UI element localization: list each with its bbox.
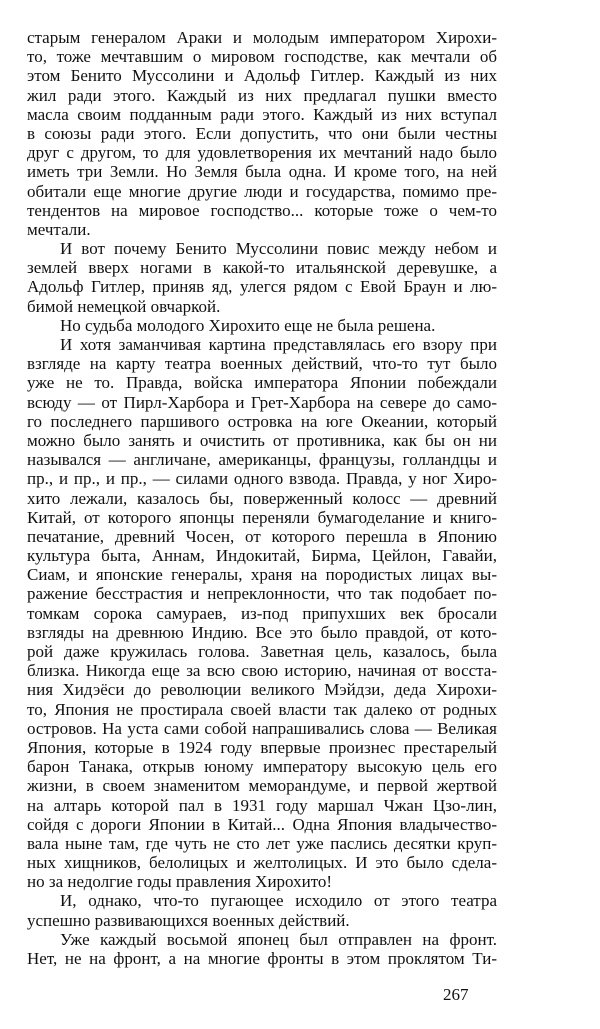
text-line: обитали еще многие другие люди и государства, помимо пре-: [27, 181, 497, 201]
text-line: то, Япония не простирала своей власти так далеко от родных: [27, 699, 497, 719]
text-line: хито лежали, казалось бы, поверженный колосс — древний: [27, 488, 497, 508]
text-line: мечтали.: [27, 219, 91, 239]
text-line: вала ныне там, где чуть не сто лет уже паслись десятки круп-: [27, 833, 497, 853]
text-line: можно было занять и очистить от противника, как бы он ни: [27, 430, 497, 450]
text-line: Китай, от которого японцы переняли бумагоделание и книго-: [27, 507, 497, 527]
text-line: И, однако, что-то пугающее исходило от этого театра: [60, 891, 497, 911]
text-line: в союзы ради этого. Если допустить, что они были честны: [27, 123, 497, 143]
text-line: Нет, не на фронт, а на многие фронты в этом проклятом Ти-: [27, 949, 497, 968]
text-line: то, тоже мечтавшим о мировом господстве, как мечтали об: [27, 47, 497, 67]
text-line: уже не то. Правда, войска императора Японии побеждали: [27, 373, 497, 393]
text-line: Сиам, и японские генералы, храня на породистых лицах вы-: [27, 565, 497, 585]
text-line: культура быта, Аннам, Индокитай, Бирма, Цейлон, Гавайи,: [27, 546, 497, 566]
text-line: но за недолгие годы правления Хирохито!: [27, 872, 333, 892]
text-line: печатание, древний Чосен, от которого перешла в Японию: [27, 526, 497, 546]
text-line: ражение бесстрастия и непреклонности, что так подобает по-: [27, 584, 497, 604]
text-line: бимой немецкой овчаркой.: [27, 296, 221, 316]
text-line: барон Танака, открыв юному императору высокую цель его: [27, 757, 497, 777]
text-line: ния Хидэёси до революции великого Мэйдзи, деда Хирохи-: [27, 680, 497, 700]
text-line: ных хищников, белолицых и желтолицых. И это было сдела-: [27, 853, 497, 873]
text-line: масла своим подданным ради этого. Каждый из них вступал: [27, 104, 497, 124]
page-number: 267: [443, 985, 469, 1004]
text-line: Япония, которые в 1924 году впервые произнес престарелый: [27, 737, 497, 757]
text-line: этом Бенито Муссолини и Адольф Гитлер. Каждый из них: [27, 66, 497, 86]
text-line: тендентов на мировое господство... которые тоже о чем-то: [27, 200, 497, 220]
text-line: томкам сорока самураев, из-под припухших век бросали: [27, 603, 497, 623]
text-line: рой даже кружилась голова. Заветная цель, казалось, была: [27, 642, 497, 661]
text-line: успешно развивающихся военных действий.: [27, 910, 350, 930]
text-line: И вот почему Бенито Муссолини повис между небом и: [60, 239, 497, 259]
text-line: островов. На уста сами собой напрашивались слова — Великая: [27, 718, 497, 738]
text-line: Но судьба молодого Хирохито еще не была решена.: [60, 315, 436, 335]
text-line: назывался — англичане, американцы, французы, голландцы и: [27, 450, 497, 470]
text-line: старым генералом Араки и молодым императором Хирохи-: [27, 28, 497, 47]
text-line: близка. Никогда еще за всю свою историю, начиная от восста-: [27, 661, 497, 681]
text-line: жизни, в своем знаменитом меморандуме, и первой жертвой: [27, 776, 497, 796]
text-line: жил ради этого. Каждый из них предлагал пушки вместо: [27, 85, 497, 105]
text-line: Уже каждый восьмой японец был отправлен на фронт.: [60, 929, 497, 949]
text-line: пр., и пр., и пр., — силами одного взвода. Правда, у ног Хиро-: [27, 469, 497, 489]
text-line: сойдя с дороги Японии в Китай... Одна Япония владычество-: [27, 814, 497, 834]
text-line: взгляде на карту театра военных действий, что-то тут было: [27, 354, 497, 374]
text-line: друг с другом, то для удовлетворения их мечтаний надо было: [27, 143, 497, 163]
text-line: го последнего паршивого островка на юге Океании, который: [27, 411, 497, 431]
text-line: И хотя заманчивая картина представлялась его взору при: [60, 335, 497, 354]
text-line: землей вверх ногами в какой-то итальянской деревушке, а: [27, 258, 497, 278]
text-line: взгляды на древнюю Индию. Все это было правдой, от кото-: [27, 622, 497, 642]
text-line: на алтарь которой пал в 1931 году маршал Чжан Цзо-лин,: [27, 795, 497, 815]
text-line: всюду — от Пирл-Харбора и Грет-Харбора на севере до само-: [27, 392, 497, 412]
body-text: [27, 28, 497, 968]
text-line: Адольф Гитлер, приняв яд, улегся рядом с Евой Браун и лю-: [27, 277, 497, 297]
text-line: иметь три Земли. Но Земля была одна. И кроме того, на ней: [27, 162, 497, 182]
